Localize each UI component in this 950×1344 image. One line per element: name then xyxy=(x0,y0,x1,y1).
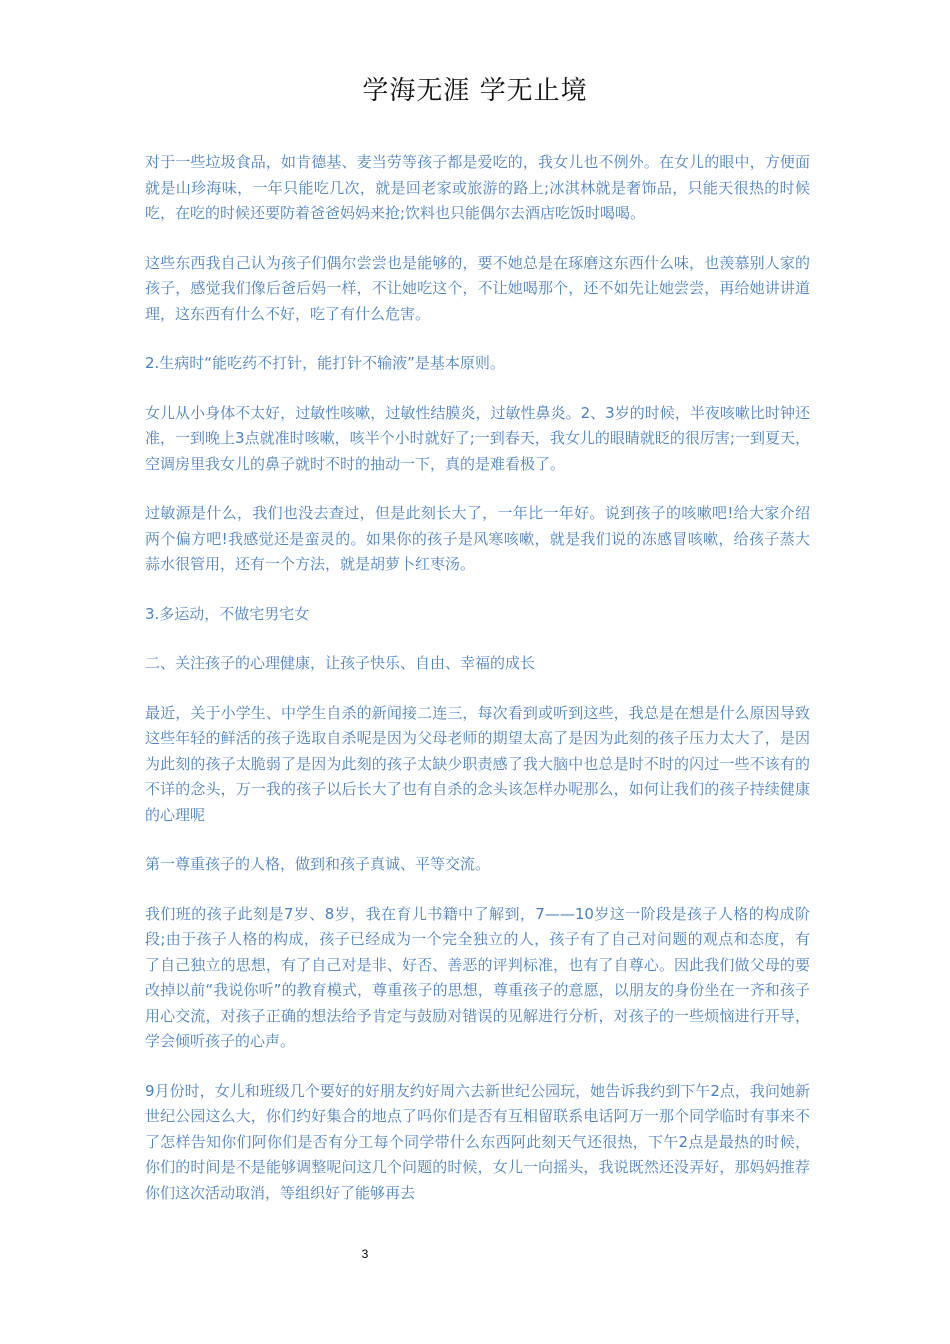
paragraph-allergy-history: 女儿从小身体不太好，过敏性咳嗽，过敏性结膜炎，过敏性鼻炎。2、3岁的时候，半夜咳嗽比时钟还准，一到晚上3点就准时咳嗽，咳半个小时就好了;一到春天，我女儿的眼睛就眨的很厉害;一到夏天，空调房里我女儿的鼻子就时不时的抽动一下，真的是难看极了。 xyxy=(145,403,810,473)
paragraph-park-outing: 9月份时，女儿和班级几个要好的好朋友约好周六去新世纪公园玩，她告诉我约到下午2点，我问她新世纪公园这么大，你们约好集合的地点了吗你们是否有互相留联系电话阿万一那个同学临时有事来不了怎样告知你们阿你们是否有分工每个同学带什么东西阿此刻天气还很热，下午2点是最热的时候，你们的时间是不是能够调整呢问这几个问题的时候，女儿一向摇头，我说既然还没弄好，那妈妈推荐你们这次活动取消，等组织好了能够再去 xyxy=(145,1081,810,1202)
document-body xyxy=(145,150,810,1230)
paragraph-heading-illness-principle: 2.生病时“能吃药不打针，能打针不输液”是基本原则。 xyxy=(145,354,505,372)
paragraph-suicide-news: 最近，关于小学生、中学生自杀的新闻接二连三，每次看到或听到这些，我总是在想是什么原因导致这些年轻的鲜活的孩子选取自杀呢是因为父母老师的期望太高了是因为此刻的孩子压力太大了，是因为此刻的孩子太脆弱了是因为此刻的孩子太缺少职责感了我大脑中也总是时不时的闪过一些不该有的不详的念头，万一我的孩子以后长大了也有自杀的念头该怎样办呢那么，如何让我们的孩子持续健康的心理呢 xyxy=(145,703,810,824)
paragraph-heading-mental-health: 二、关注孩子的心理健康，让孩子快乐、自由、幸福的成长 xyxy=(145,654,536,672)
paragraph-cough-remedies: 过敏源是什么，我们也没去查过，但是此刻长大了，一年比一年好。说到孩子的咳嗽吧!给大家介绍两个偏方吧!我感觉还是蛮灵的。如果你的孩子是风寒咳嗽，就是我们说的冻感冒咳嗽，给孩子蒸大蒜水很管用，还有一个方法，就是胡萝卜红枣汤。 xyxy=(145,504,810,573)
paragraph-heading-respect: 第一尊重孩子的人格，做到和孩子真诚、平等交流。 xyxy=(145,855,491,873)
page-number: 3 xyxy=(361,1247,369,1261)
paragraph-junk-food: 对于一些垃圾食品，如肯德基、麦当劳等孩子都是爱吃的，我女儿也不例外。在女儿的眼中，方便面就是山珍海味，一年只能吃几次，就是回老家或旅游的路上;冰淇林就是奢饰品，只能天很热的时候吃，在吃的时候还要防着爸爸妈妈来抢;饮料也只能偶尔去酒店吃饭时喝喝。 xyxy=(145,153,810,222)
paragraph-occasional-taste: 这些东西我自己认为孩子们偶尔尝尝也是能够的，要不她总是在琢磨这东西什么味，也羡慕别人家的孩子，感觉我们像后爸后妈一样，不让她吃这个，不让她喝那个，还不如先让她尝尝，再给她讲讲道理，这东西有什么不好，吃了有什么危害。 xyxy=(145,253,810,323)
paragraph-personality-stage: 我们班的孩子此刻是7岁、8岁，我在育儿书籍中了解到，7——10岁这一阶段是孩子人格的构成阶段;由于孩子人格的构成，孩子已经成为一个完全独立的人，孩子有了自己对问题的观点和态度，有了自己独立的思想，有了自己对是非、好否、善恶的评判标准，也有了自尊心。因此我们做父母的要改掉以前“我说你听”的教育模式，尊重孩子的思想，尊重孩子的意愿，以朋友的身份坐在一齐和孩子用心交流，对孩子正确的想法给予肯定与鼓励对错误的见解进行分析，对孩子的一些烦恼进行开导，学会倾听孩子的心声。 xyxy=(145,904,810,1050)
page-header-title: 学海无涯 学无止境 xyxy=(362,76,588,106)
paragraph-heading-exercise: 3.多运动，不做宅男宅女 xyxy=(145,604,310,623)
